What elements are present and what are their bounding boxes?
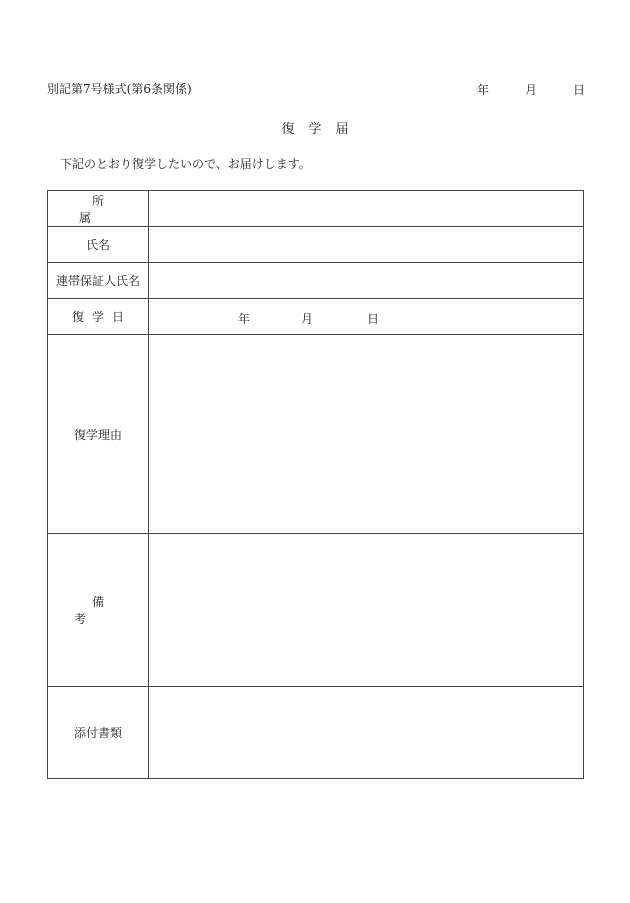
affiliation-field[interactable] [149, 191, 584, 227]
return-date-year: 年 [238, 312, 251, 326]
return-date-day: 日 [367, 312, 380, 326]
row-reason [48, 335, 584, 534]
name-label: 氏名 [85, 238, 110, 252]
row-remarks [48, 534, 584, 687]
document-title: 復学届 [281, 122, 363, 137]
affiliation-label: 所属 [78, 193, 130, 225]
row-affiliation [48, 191, 584, 227]
row-return-date [48, 299, 584, 335]
row-attachments [48, 687, 584, 779]
remarks-field[interactable] [149, 534, 584, 687]
header-date-day: 日 [573, 83, 586, 97]
name-field[interactable] [149, 227, 584, 263]
return-date-month: 月 [301, 312, 314, 326]
remarks-label: 備考 [73, 595, 140, 626]
return-date-field[interactable] [149, 299, 584, 335]
reason-label: 復学理由 [73, 427, 122, 442]
row-name [48, 227, 584, 263]
return-date-label: 復学日 [71, 310, 132, 324]
return-date-label-cell [48, 299, 149, 335]
name-label-cell [48, 227, 149, 263]
row-guarantor [48, 263, 584, 299]
remarks-label-cell [48, 534, 149, 687]
header-date-month: 月 [525, 83, 538, 97]
guarantor-label: 連帯保証人氏名 [55, 274, 140, 288]
guarantor-field[interactable] [149, 263, 584, 299]
guarantor-label-cell [48, 263, 149, 299]
attachments-label: 添付書類 [73, 726, 122, 740]
attachments-label-cell [48, 687, 149, 779]
affiliation-label-cell [48, 191, 149, 227]
reason-label-cell [48, 335, 149, 534]
application-form-table [47, 190, 584, 779]
attachments-field[interactable] [149, 687, 584, 779]
reason-field[interactable] [149, 335, 584, 534]
intro-text: 下記のとおり復学したいので、お届けします。 [60, 157, 311, 171]
header-date-year: 年 [477, 83, 490, 97]
form-reference: 別記第7号様式(第6条関係) [47, 82, 192, 96]
